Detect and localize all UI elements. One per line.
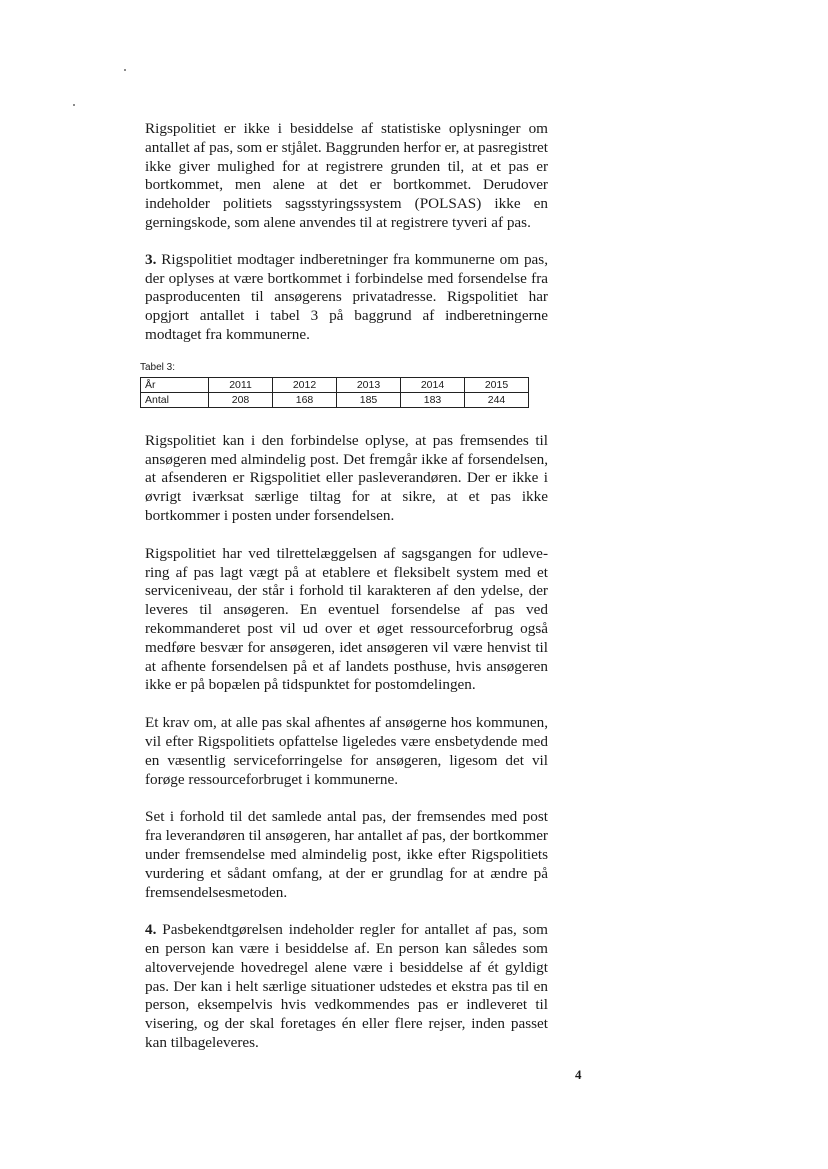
paragraph-municipal-pickup <box>145 714 548 789</box>
row-label-count: Antal <box>141 392 209 407</box>
table-cell-year: 2012 <box>273 377 337 392</box>
paragraph-3-reports <box>145 251 548 345</box>
paragraph-text: Rigspolitiet modtager indberetninger fra kommunerne om pas, der oplyses at være bortkommet i forbindelse med forsendelse fra pasproducenten til ansøgerens privatadresse. Rigspolitiet har opgjort antallet i tabel 3 på baggrund af indberetningerne modtaget fra kommunerne. <box>145 250 548 343</box>
paragraph-ordinary-post <box>145 432 548 526</box>
table-row-counts <box>141 392 529 407</box>
paragraph-text: Rigspolitiet har ved tilrettelæggelsen af sagsgangen for udlevering af pas lagt vægt på at etablere et fleksibelt system med et serviceniveau, der står i forhold til karakteren af den ydelse, der leveres til ansøgeren. En eventuel forsendelse af pas ved rekommanderet post vil ud over et øget ressourceforbrug også medføre besvær for ansøgeren, idet ansøgeren vil være henvist til at afhente forsendelsen på et af landets posthuse, hvis ansøgeren ikke er på bopælen på tidspunktet for postomdelingen. <box>145 544 548 694</box>
table-3 <box>140 362 548 408</box>
table-cell-year: 2013 <box>337 377 401 392</box>
data-table <box>140 377 529 408</box>
page-number: 4 <box>575 1067 582 1082</box>
table-caption: Tabel 3: <box>140 361 176 373</box>
table-row-years <box>141 377 529 392</box>
table-cell-count: 244 <box>465 392 529 407</box>
row-label-year: År <box>141 377 209 392</box>
paragraph-text: Rigspolitiet er ikke i besiddelse af statistiske oplysninger om antallet af pas, som er stjålet. Baggrunden herfor er, at pasregistret ikke giver mulighed for at registrere grunden til, at et pas er bortkommet, men alene at det er bortkommet. Derudover indeholder politiets sagsstyringssystem (POLSAS) ikke en gerningskode, som alene anvendes til at registrere tyveri af pas. <box>145 120 548 231</box>
document-body <box>140 120 548 1053</box>
paragraph-text: Set i forhold til det samlede antal pas, der fremsendes med post fra leverandøren til ansøgeren, har antallet af pas, der bortkommer under fremsendelse med almindelig post, ikke efter Rigspolitiets vurdering et sådant omfang, at der er grundlag for at ændre på fremsendelsesmetoden. <box>145 808 548 901</box>
paragraph-text: Pasbekendtgørelsen indeholder regler for antallet af pas, som en person kan være i besiddelse af. En person kan således som altovervejende hovedregel alene være i besiddelse af ét gyldigt pas. Der kan i helt særlige situationer udstedes et ekstra pas til en person, eksempelvis hvis vedkommendes pas er indleveret til visering, og der skal foretages én eller flere rejser, inden passet kan tilbageleveres. <box>145 921 548 1052</box>
paragraph-4-passport-order <box>145 921 548 1053</box>
table-cell-count: 185 <box>337 392 401 407</box>
table-cell-year: 2011 <box>209 377 273 392</box>
scan-speck <box>124 69 126 71</box>
section-number: 4. <box>145 921 157 939</box>
table-cell-count: 183 <box>401 392 465 407</box>
paragraph-text: Rigspolitiet kan i den forbindelse oplyse, at pas fremsendes til ansøgeren med almindelig post. Det fremgår ikke af forsendelsen, at afsenderen er Rigspolitiet eller pasleverandøren. Der er ikke i øvrigt iværksat særlige tiltag for at sikre, at et pas ikke bortkommer i posten under forsendelsen. <box>145 431 548 524</box>
table-cell-count: 208 <box>209 392 273 407</box>
paragraph-service-level <box>145 545 548 695</box>
table-cell-year: 2014 <box>401 377 465 392</box>
paragraph-scale-assessment <box>145 808 548 902</box>
table-cell-count: 168 <box>273 392 337 407</box>
scan-speck <box>73 104 75 106</box>
section-number: 3. <box>145 250 157 268</box>
paragraph-stolen-passports <box>145 120 548 233</box>
paragraph-text: Et krav om, at alle pas skal afhentes af ansøgerne hos kommunen, vil efter Rigspolitiets opfattelse ligeledes være ensbetydende med en væsentlig serviceforringelse for ansøgeren, ligesom det vil forøge ressourceforbruget i kommunerne. <box>145 714 548 788</box>
table-cell-year: 2015 <box>465 377 529 392</box>
